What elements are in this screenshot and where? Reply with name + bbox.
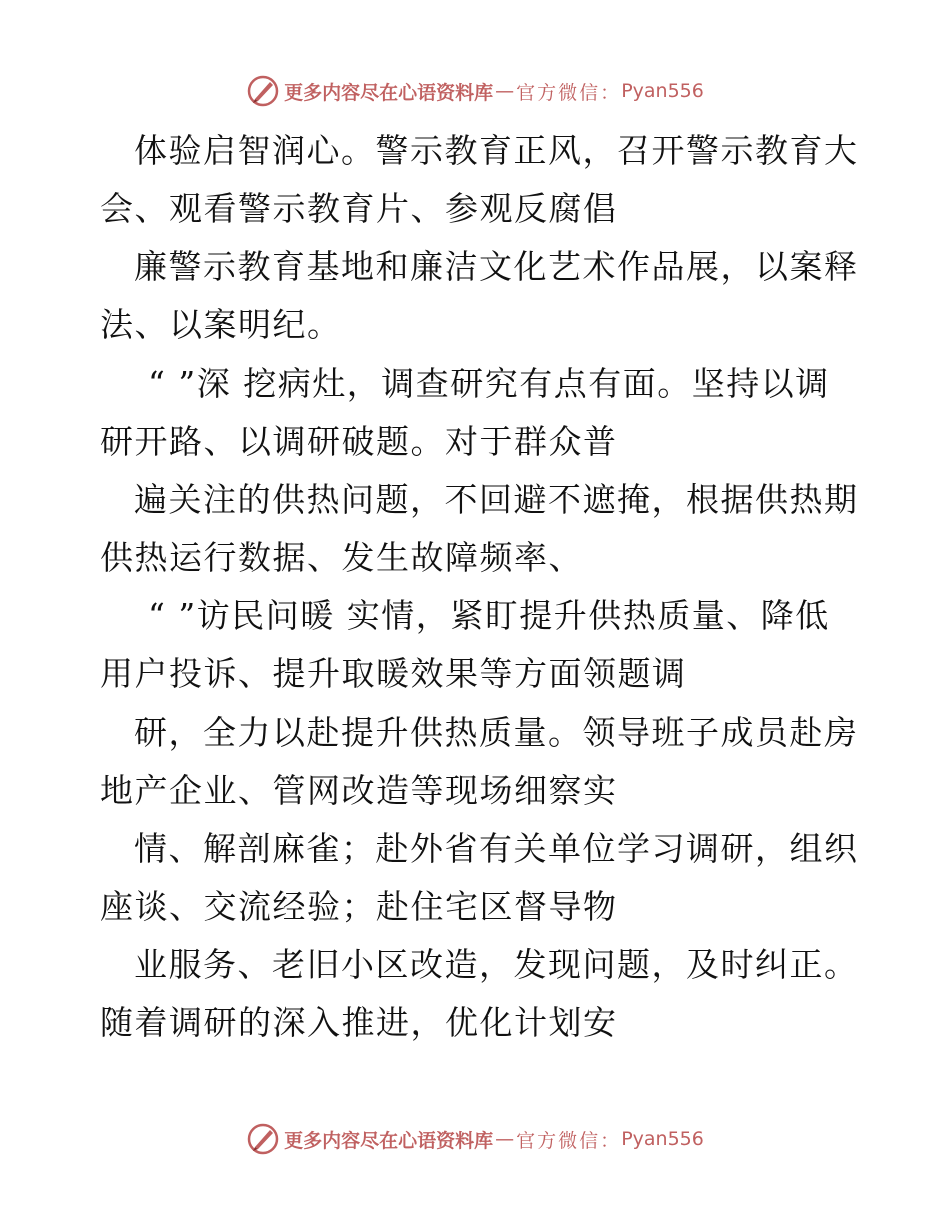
- header-watermark: [0, 71, 950, 111]
- text-line: “ ”访民问暖 实情，紧盯提升供热质量、降低: [148, 596, 830, 635]
- text-line: 法、以案明纪。: [100, 305, 342, 344]
- quill-logo-icon: [246, 1122, 280, 1156]
- watermark-site-text: 更多内容尽在心语资料库: [284, 1129, 494, 1152]
- text-line: 廉警示教育基地和廉洁文化艺术作品展，以案释: [134, 247, 859, 286]
- text-line: 情、解剖麻雀；赴外省有关单位学习调研，组织: [134, 829, 859, 868]
- watermark-official-label: 官方微信：: [516, 1129, 622, 1152]
- text-line: 随着调研的深入推进，优化计划安: [100, 1003, 618, 1042]
- watermark-dash: —: [495, 80, 515, 102]
- watermark-official-label: 官方微信：: [516, 81, 622, 104]
- watermark-dash: —: [495, 1128, 515, 1150]
- watermark-site-text: 更多内容尽在心语资料库: [284, 81, 494, 104]
- text-line: “ ”深 挖病灶，调查研究有点有面。坚持以调: [148, 364, 830, 403]
- text-line: 地产企业、管网改造等现场细察实: [100, 771, 618, 810]
- text-line: 研，全力以赴提升供热质量。领导班子成员赴房: [134, 713, 859, 752]
- text-line: 座谈、交流经验；赴住宅区督导物: [100, 887, 618, 926]
- text-line: 体验启智润心。警示教育正风，召开警示教育大: [134, 131, 859, 170]
- text-line: 业服务、老旧小区改造，发现问题，及时纠正。: [134, 945, 859, 984]
- watermark-wechat-id: Pyan556: [621, 80, 704, 102]
- text-line: 遍关注的供热问题，不回避不遮掩，根据供热期: [134, 480, 859, 519]
- text-line: 供热运行数据、发生故障频率、: [100, 538, 583, 577]
- text-line: 会、观看警示教育片、参观反腐倡: [100, 189, 618, 228]
- text-line: 用户投诉、提升取暖效果等方面领题调: [100, 654, 687, 693]
- quill-logo-icon: [246, 74, 280, 108]
- watermark-wechat-id: Pyan556: [621, 1128, 704, 1150]
- footer-watermark: [0, 1119, 950, 1159]
- text-line: 研开路、以调研破题。对于群众普: [100, 422, 618, 461]
